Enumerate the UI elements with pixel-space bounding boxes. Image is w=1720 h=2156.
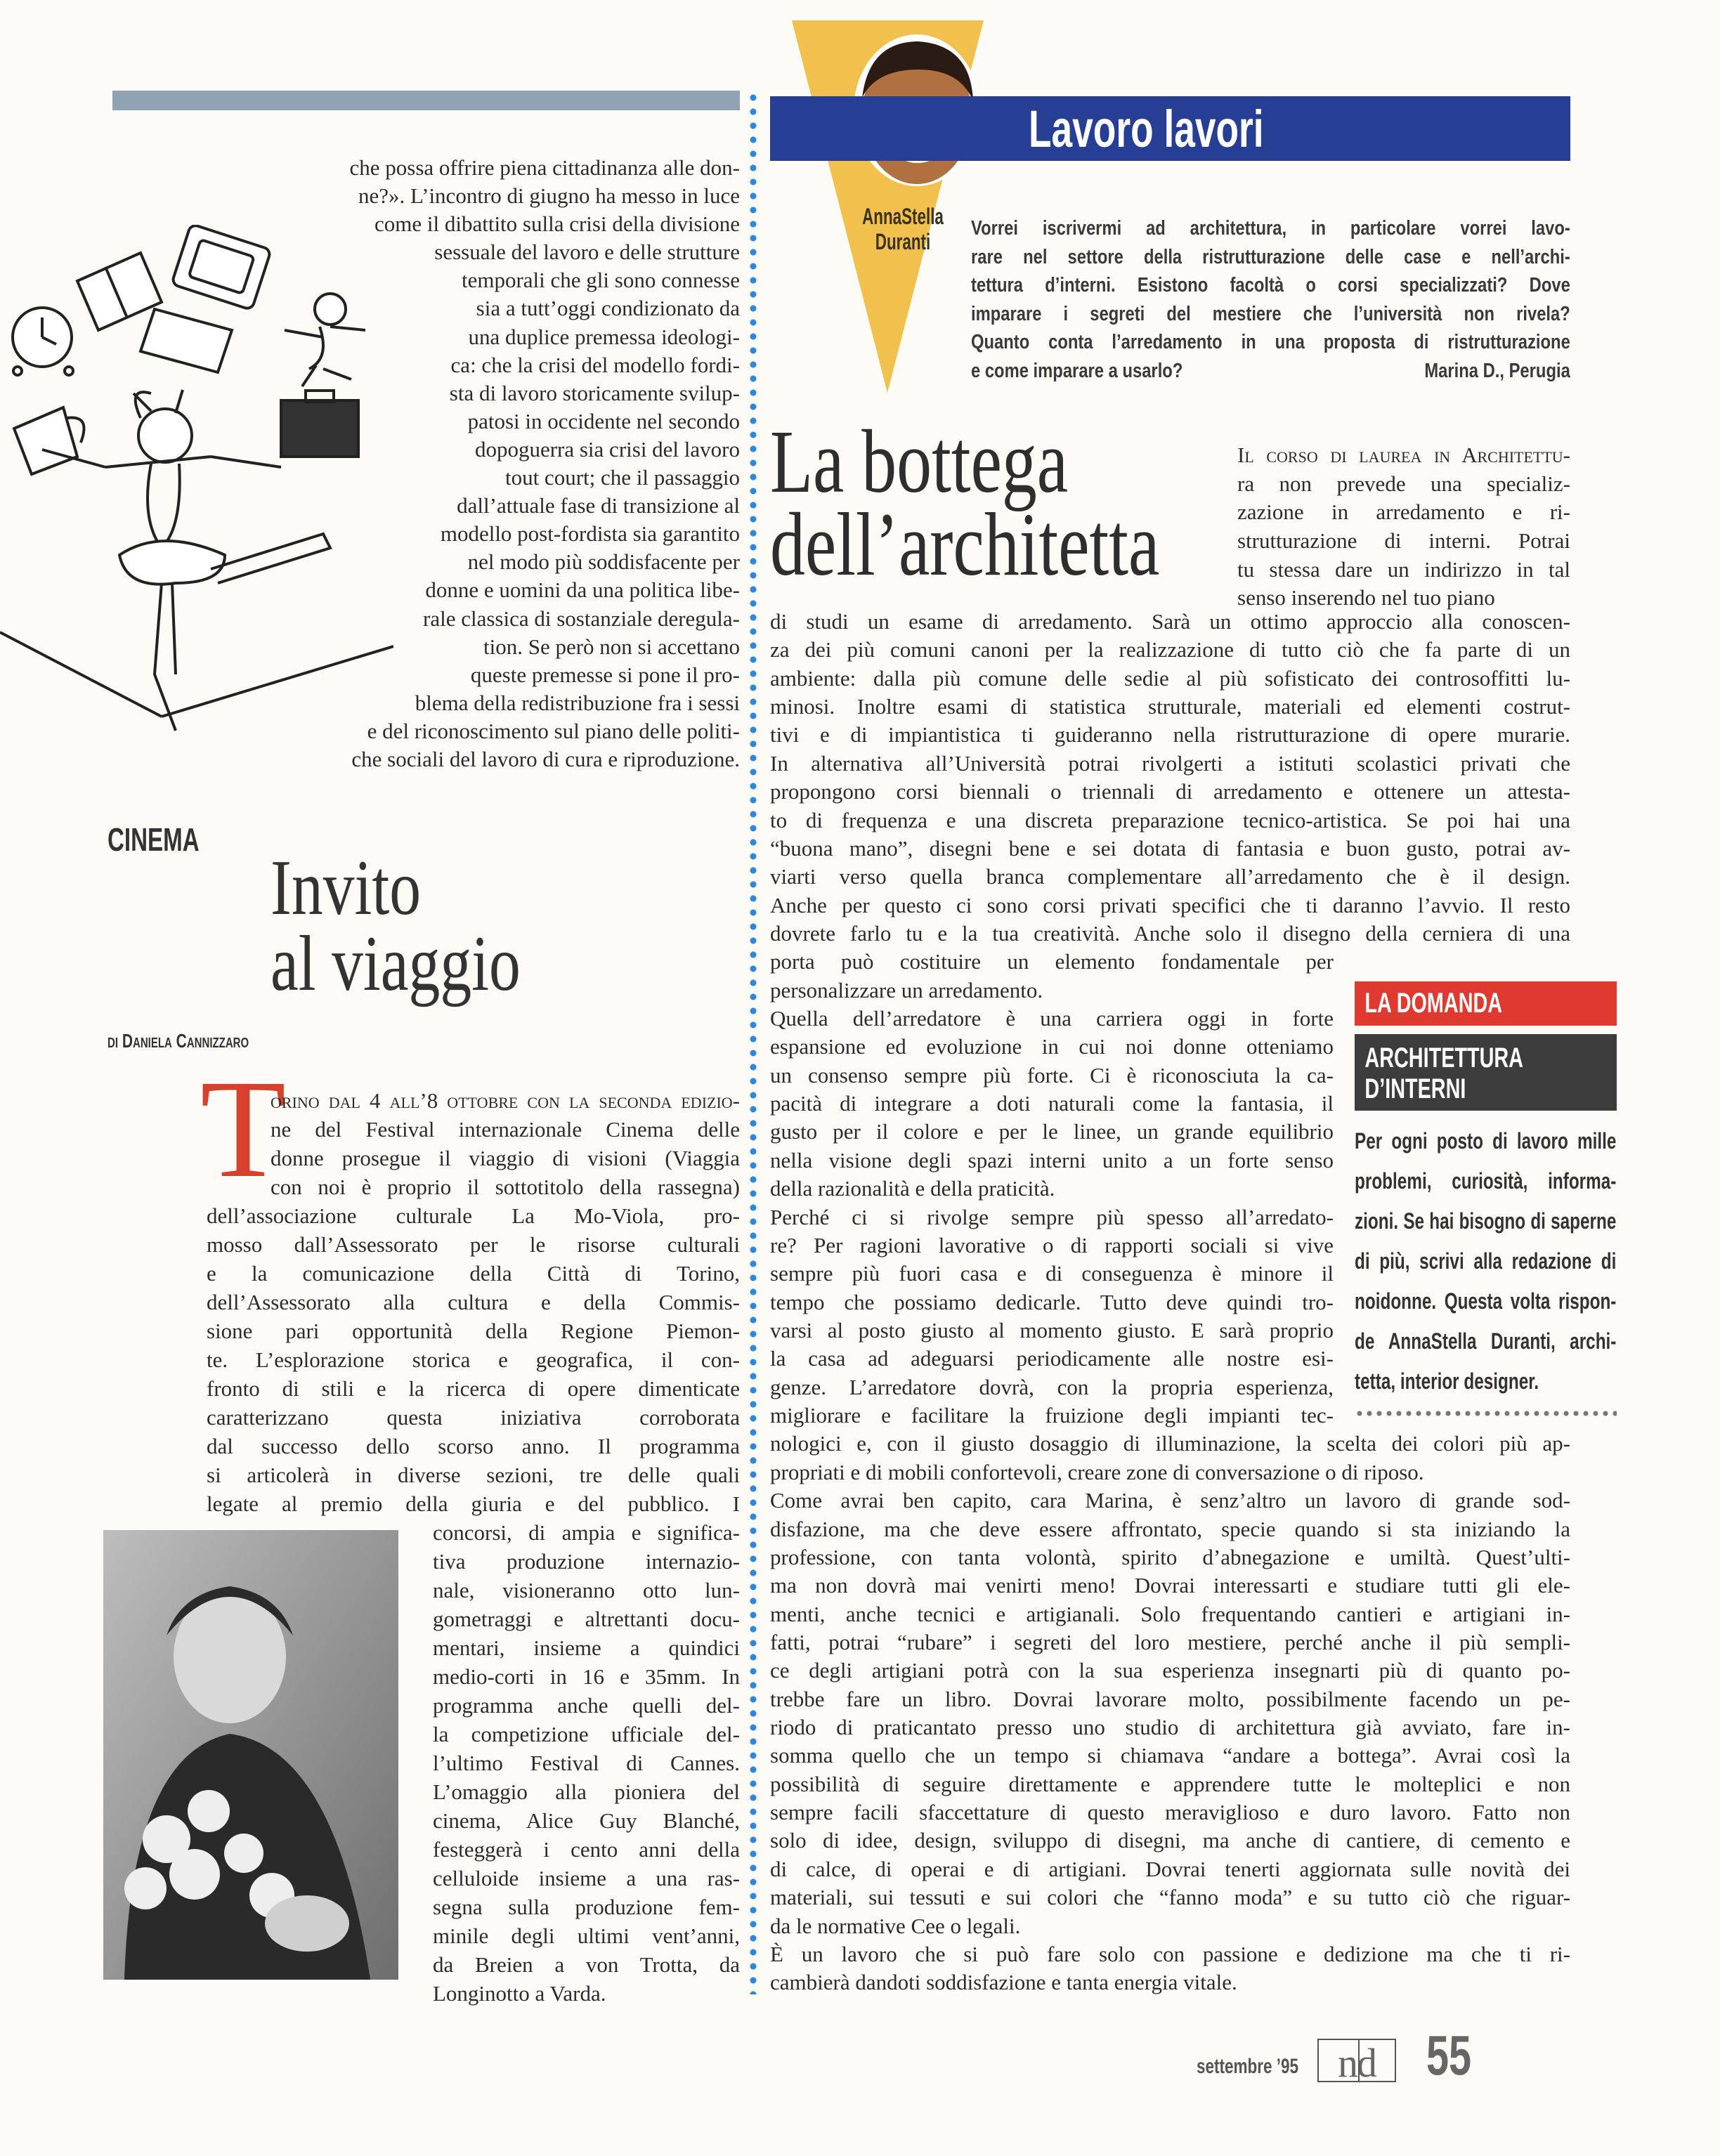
topic-text (1355, 1034, 1544, 1104)
issue-date: settembre ’95 (1197, 2055, 1299, 2078)
text-line: di studi un esame di arredamento. Sarà un ottimo approccio alla conoscen- (770, 609, 1570, 634)
text-line: da Breien a von Trotta, da (433, 1952, 740, 1977)
text-line: tiva produzione internazio- (433, 1549, 740, 1574)
text-line: professione, con tanta volontà, spirito d’abnegazione e umiltà. Quest’ulti- (770, 1544, 1570, 1569)
text-line: minile degli ultimi vent’anni, (433, 1923, 740, 1948)
text-line: personalizzare un arredamento. (770, 977, 1043, 1002)
text-line: de AnnaStella Duranti, archi- (1355, 1328, 1617, 1354)
text-line: tout court; che il passaggio (504, 465, 740, 490)
text-line: come il dibattito sulla crisi della divisione (374, 211, 740, 237)
text-line: celluloide insieme a una ras- (433, 1866, 740, 1890)
text-line: dell’associazione culturale La Mo-Viola, pro- (207, 1203, 740, 1228)
text-line: nella visione degli spazi interni unito a un forte senso (770, 1147, 1334, 1172)
page-number: 55 (1426, 2024, 1472, 2086)
text-line: donne e uomini da una politica libe- (425, 577, 740, 603)
drop-cap: T (200, 1052, 287, 1207)
text-line: dell’Assessorato alla cultura e della Commis- (207, 1290, 740, 1314)
text-line: ra non prevede una specializ- (1237, 471, 1570, 496)
text-line: gometraggi e altrettanti docu- (433, 1607, 740, 1631)
text-line: sia a tutt’oggi condizionato da (476, 296, 740, 321)
clock-icon (13, 308, 73, 375)
text-line: nologici e, con il giusto dosaggio di illuminazione, la scelta dei colori più ap- (770, 1431, 1570, 1456)
text-line: sempre più fuori casa e di conseguenza è minore il (770, 1261, 1334, 1286)
topic-line: D’INTERNI (1364, 1073, 1466, 1104)
text-line: trebbe fare un libro. Dovrai lavorare molto, possibilmente facendo un pe- (770, 1686, 1570, 1711)
section-label-cinema: CINEMA (107, 821, 200, 858)
text-line: strutturazione di interni. Potrai (1237, 528, 1570, 554)
text-line: sessuale del lavoro e delle strutture (434, 240, 740, 265)
text-line: orino dal 4 all’8 ottobre con la seconda edizio- (271, 1088, 740, 1113)
section-top-bar (112, 91, 740, 110)
text-line: queste premesse si pone il pro- (470, 662, 740, 687)
text-line: mosso dall’Assessorato per le risorse culturali (207, 1232, 740, 1257)
text-line: solo di idee, design, sviluppo di disegni, ma anche di cantiere, di cemento e (770, 1828, 1570, 1853)
text-line: propriati e di mobili confortevoli, creare zone di conversazione o di riposo. (770, 1459, 1424, 1484)
text-line: espansione ed evoluzione in cui noi donne otteniamo (770, 1034, 1334, 1059)
text-line: patosi in occidente nel secondo (467, 408, 740, 433)
text-line: ma non dovrà mai venirti meno! Dovrai interessarti e studiare tutti gli ele- (770, 1573, 1570, 1598)
byline: di Daniela Cannizzaro (107, 1030, 249, 1052)
text-line: dall’attuale fase di transizione al (457, 493, 740, 518)
text-line: donne prosegue il viaggio di visioni (Viaggia (271, 1146, 740, 1170)
text-line: festeggerà i cento anni della (433, 1837, 740, 1862)
text-line: l’ultimo Festival di Cannes. (433, 1751, 740, 1775)
dotted-column-divider (749, 91, 757, 1994)
question-last-line (971, 357, 1570, 386)
text-line: medio-corti in 16 e 35mm. In (433, 1664, 740, 1689)
alice-guy-blanche-photo (103, 1530, 398, 1980)
text-line: propongono corsi biennali o triennali di arredamento e ottenere un attesta- (770, 779, 1570, 804)
text-line: da le normative Cee o legali. (770, 1913, 1021, 1938)
text-line: cambierà dandoti soddisfazione e tanta energia vitale. (770, 1970, 1237, 1995)
text-line: tivi e di impiantistica ti guideranno nella ristrutturazione di opere murarie. (770, 722, 1570, 747)
text-line: dovrete farlo tu e la tua creatività. Anche solo il disegno della cerniera di una (770, 920, 1570, 946)
sidebar-description (1355, 1121, 1616, 1402)
text-line: fatti, potrai “rubare” i segreti del loro mestiere, perché anche il più sempli- (770, 1629, 1570, 1654)
text-line: L’omaggio alla pioniera del (433, 1779, 740, 1804)
text-line: “buona mano”, disegni bene e sei dotata di fantasia e buon gusto, potrai av- (770, 835, 1570, 861)
notepad-pencil-icon (77, 253, 162, 330)
text-line: porta può costituire un elemento fondamentale per (770, 949, 1334, 974)
text-line: gusto per il colore e per le linee, un grande equilibrio (770, 1119, 1334, 1144)
text-line: segna sulla produzione fem- (433, 1895, 740, 1919)
headline-line: Invito (271, 844, 422, 932)
text-line: Anche per questo ci sono corsi privati specifici che ti daranno l’avvio. Il resto (770, 892, 1570, 917)
text-line: nel modo più soddisfacente per (467, 549, 740, 575)
question-line: imparare i segreti del mestiere che l’università non rivela? (971, 302, 1570, 325)
text-line: tempo che possiamo dedicarle. Tutto deve quindi tro- (770, 1289, 1334, 1314)
text-line: problemi, curiosità, informa- (1355, 1168, 1617, 1194)
text-line: senso inserendo nel tuo piano (1237, 585, 1495, 610)
text-line: una duplice premessa ideologi- (468, 324, 740, 349)
text-line: za dei più comuni canoni per la realizzazione di tutto ciò che fa parte di un (770, 637, 1570, 662)
headline-line: al viaggio (271, 920, 521, 1007)
text-line: caratterizzano questa iniziativa corroborata (207, 1405, 740, 1430)
text-line: viarti verso quella branca complementare all’arredamento che è il design. (770, 864, 1570, 889)
text-line: to di frequenza e una discreta preparazione tecnico-artistica. Se poi hai una (770, 807, 1570, 832)
question-line: Vorrei iscrivermi ad architettura, in particolare vorrei lavo- (971, 217, 1570, 240)
text-line: minosi. Inoltre esami di statistica strutturale, materiali ed elementi costrut- (770, 694, 1570, 719)
text-line: Quella dell’arredatore è una carriera oggi in forte (770, 1006, 1334, 1031)
text-line: tion. Se però non si accettano (483, 634, 740, 659)
text-line: noidonne. Questa volta rispon- (1355, 1288, 1617, 1314)
text-line: Per ogni posto di lavoro mille (1355, 1128, 1617, 1154)
text-line: la competizione ufficiale del- (433, 1722, 740, 1746)
la-domanda-label (1355, 981, 1617, 1026)
question-line: rare nel settore della ristrutturazione delle case e nell’archi- (971, 245, 1570, 268)
author-last-name: Duranti (875, 229, 931, 254)
text-line: di calce, di operai e di artigiani. Dovrai tenerti aggiornata sulle novità dei (770, 1856, 1570, 1881)
text-line: la casa ad adeguarsi periodicamente alle nostre esi- (770, 1346, 1334, 1371)
text-line: somma quello che un tempo si chiamava “andare a bottega”. Avrai così la (770, 1743, 1570, 1768)
text-line: e del riconoscimento sul piano delle politi- (367, 718, 740, 743)
text-line: tu stessa dare un indirizzo in tal (1237, 556, 1570, 582)
text-line: ne?». L’incontro di giugno ha messo in luce (358, 183, 740, 209)
question-text: e come imparare a usarlo? (971, 359, 1183, 382)
text-line: zazione in arredamento e ri- (1237, 499, 1570, 525)
reader-question (971, 214, 1570, 385)
author-first-name: AnnaStella (862, 204, 944, 229)
text-line: ca: che la crisi del modello fordi- (450, 352, 740, 377)
text-line: ce degli artigiani potrà con la sua esperienza insegnarti più di quanto po- (770, 1658, 1570, 1683)
text-line: varsi al posto giusto al momento giusto. E sarà proprio (770, 1317, 1334, 1342)
topic-box (1355, 1034, 1617, 1111)
text-line: ne del Festival internazionale Cinema delle (271, 1117, 740, 1142)
label-text: LA DOMANDA (1364, 988, 1503, 1019)
text-line: genze. L’arredatore dovrà, con la propria esperienza, (770, 1374, 1334, 1399)
text-line: migliorare e facilitare la fruizione degli impianti tec- (770, 1403, 1334, 1428)
dotted-separator (1355, 1410, 1617, 1417)
question-line: Quanto conta l’arredamento in una proposta di ristrutturazione (971, 331, 1570, 353)
text-line: modello post-fordista sia garantito (440, 521, 740, 547)
author-name (861, 204, 945, 254)
text-line: temporali che gli sono connesse (461, 268, 740, 293)
text-line: disfazione, ma che deve essere affrontato, specie quando si sta iniziando la (770, 1516, 1570, 1541)
text-line: dopoguerra sia crisi del lavoro (474, 436, 740, 462)
answer-intro (1237, 441, 1570, 613)
text-line: e la comunicazione della Città di Torino, (207, 1261, 740, 1286)
text-line: concorsi, di ampia e significa- (433, 1520, 740, 1545)
text-line: sta di lavoro storicamente svilup- (449, 380, 740, 405)
text-line: tetta, interior designer. (1355, 1368, 1539, 1394)
text-line: zioni. Se hai bisogno di saperne (1355, 1208, 1617, 1234)
text-line: te. L’esplorazione storica e geografica, il con- (207, 1347, 740, 1372)
mug-icon (14, 407, 84, 474)
text-line: pacità di integrare a doti naturali come la fantasia, il (770, 1091, 1334, 1116)
column-title: Lavoro lavori (1029, 100, 1264, 158)
cinema-headline (271, 844, 521, 1007)
question-signature: Marina D., Perugia (1424, 359, 1570, 382)
text-line: In alternativa all’Università potrai rivolgerti a istituti scolastici privati che (770, 750, 1570, 776)
headline-line: dell’architetta (770, 495, 1160, 594)
text-line: Longinotto a Varda. (433, 1981, 606, 2006)
left-article-continuation (165, 154, 740, 773)
text-line: che possa offrire piena cittadinanza alle don- (349, 155, 740, 180)
text-line: programma anche quelli del- (433, 1693, 740, 1718)
text-line: blema della redistribuzione fra i sessi (415, 690, 740, 715)
text-line: fronto di stili e la ricerca di opere dimenticate (207, 1376, 740, 1401)
text-line: con noi è proprio il sottotitolo della rassegna) (271, 1175, 740, 1199)
text-line: possibilità di seguire direttamente e apprendere tutte le molteplici e non (770, 1771, 1570, 1796)
text-line: dal successo dello scorso anno. Il programma (207, 1434, 740, 1458)
text-line: un consenso sempre più forte. Ci è riconosciuta la ca- (770, 1062, 1334, 1087)
text-line: che sociali del lavoro di cura e riproduzione. (351, 746, 740, 771)
text-line: cinema, Alice Guy Blanché, (433, 1808, 740, 1833)
article-headline (770, 412, 1160, 594)
text-line: Perché ci si rivolge sempre più spesso all’arredato- (770, 1204, 1334, 1229)
text-line: di più, scrivi alla redazione di (1355, 1248, 1617, 1274)
text-line: nale, visioneranno otto lun- (433, 1578, 740, 1602)
text-line: riodo di praticantato presso uno studio di architettura già avviato, fare in- (770, 1715, 1570, 1740)
text-line: legate al premio della giuria e del pubblico. I (207, 1491, 740, 1516)
text-line: menti, anche tecnici e artigianali. Solo frequentando cantieri e artigiani in- (770, 1601, 1570, 1626)
text-line: Il corso di laurea in Architettu- (1237, 443, 1570, 467)
text-line: ambiente: dalla più comune delle sedie al più sofisticato dei controsoffitti lu- (770, 665, 1570, 691)
topic-line: ARCHITETTURA (1364, 1043, 1523, 1073)
text-line: re? Per ragioni lavorative o di rapporti sociali si vive (770, 1232, 1334, 1257)
text-line: materiali, sui tessuti e sui colori che “fanno moda” e su tutto ciò che riguar- (770, 1885, 1570, 1910)
text-line: mentari, insieme a quindici (433, 1635, 740, 1660)
text-line: rale classica di sostanziale deregula- (423, 606, 740, 631)
text-line: sempre facili sfaccettature di questo meraviglioso e duro lavoro. Fatto non (770, 1800, 1570, 1825)
magazine-logo: nd (1317, 2039, 1396, 2082)
text-line: della razionalità e della praticità. (770, 1176, 1055, 1201)
text-line: si articolerà in diverse sezioni, tre delle quali (207, 1463, 740, 1487)
text-line: sione pari opportunità della Regione Piemon- (207, 1319, 740, 1343)
text-line: Come avrai ben capito, cara Marina, è senz’altro un lavoro di grande sod- (770, 1488, 1570, 1513)
text-line: È un lavoro che si può fare solo con passione e dedizione ma che ti ri- (770, 1941, 1570, 1966)
question-line: tettura d’interni. Esistono facoltà o corsi specializzati? Dove (971, 274, 1570, 296)
headline-line: La bottega (770, 412, 1069, 511)
